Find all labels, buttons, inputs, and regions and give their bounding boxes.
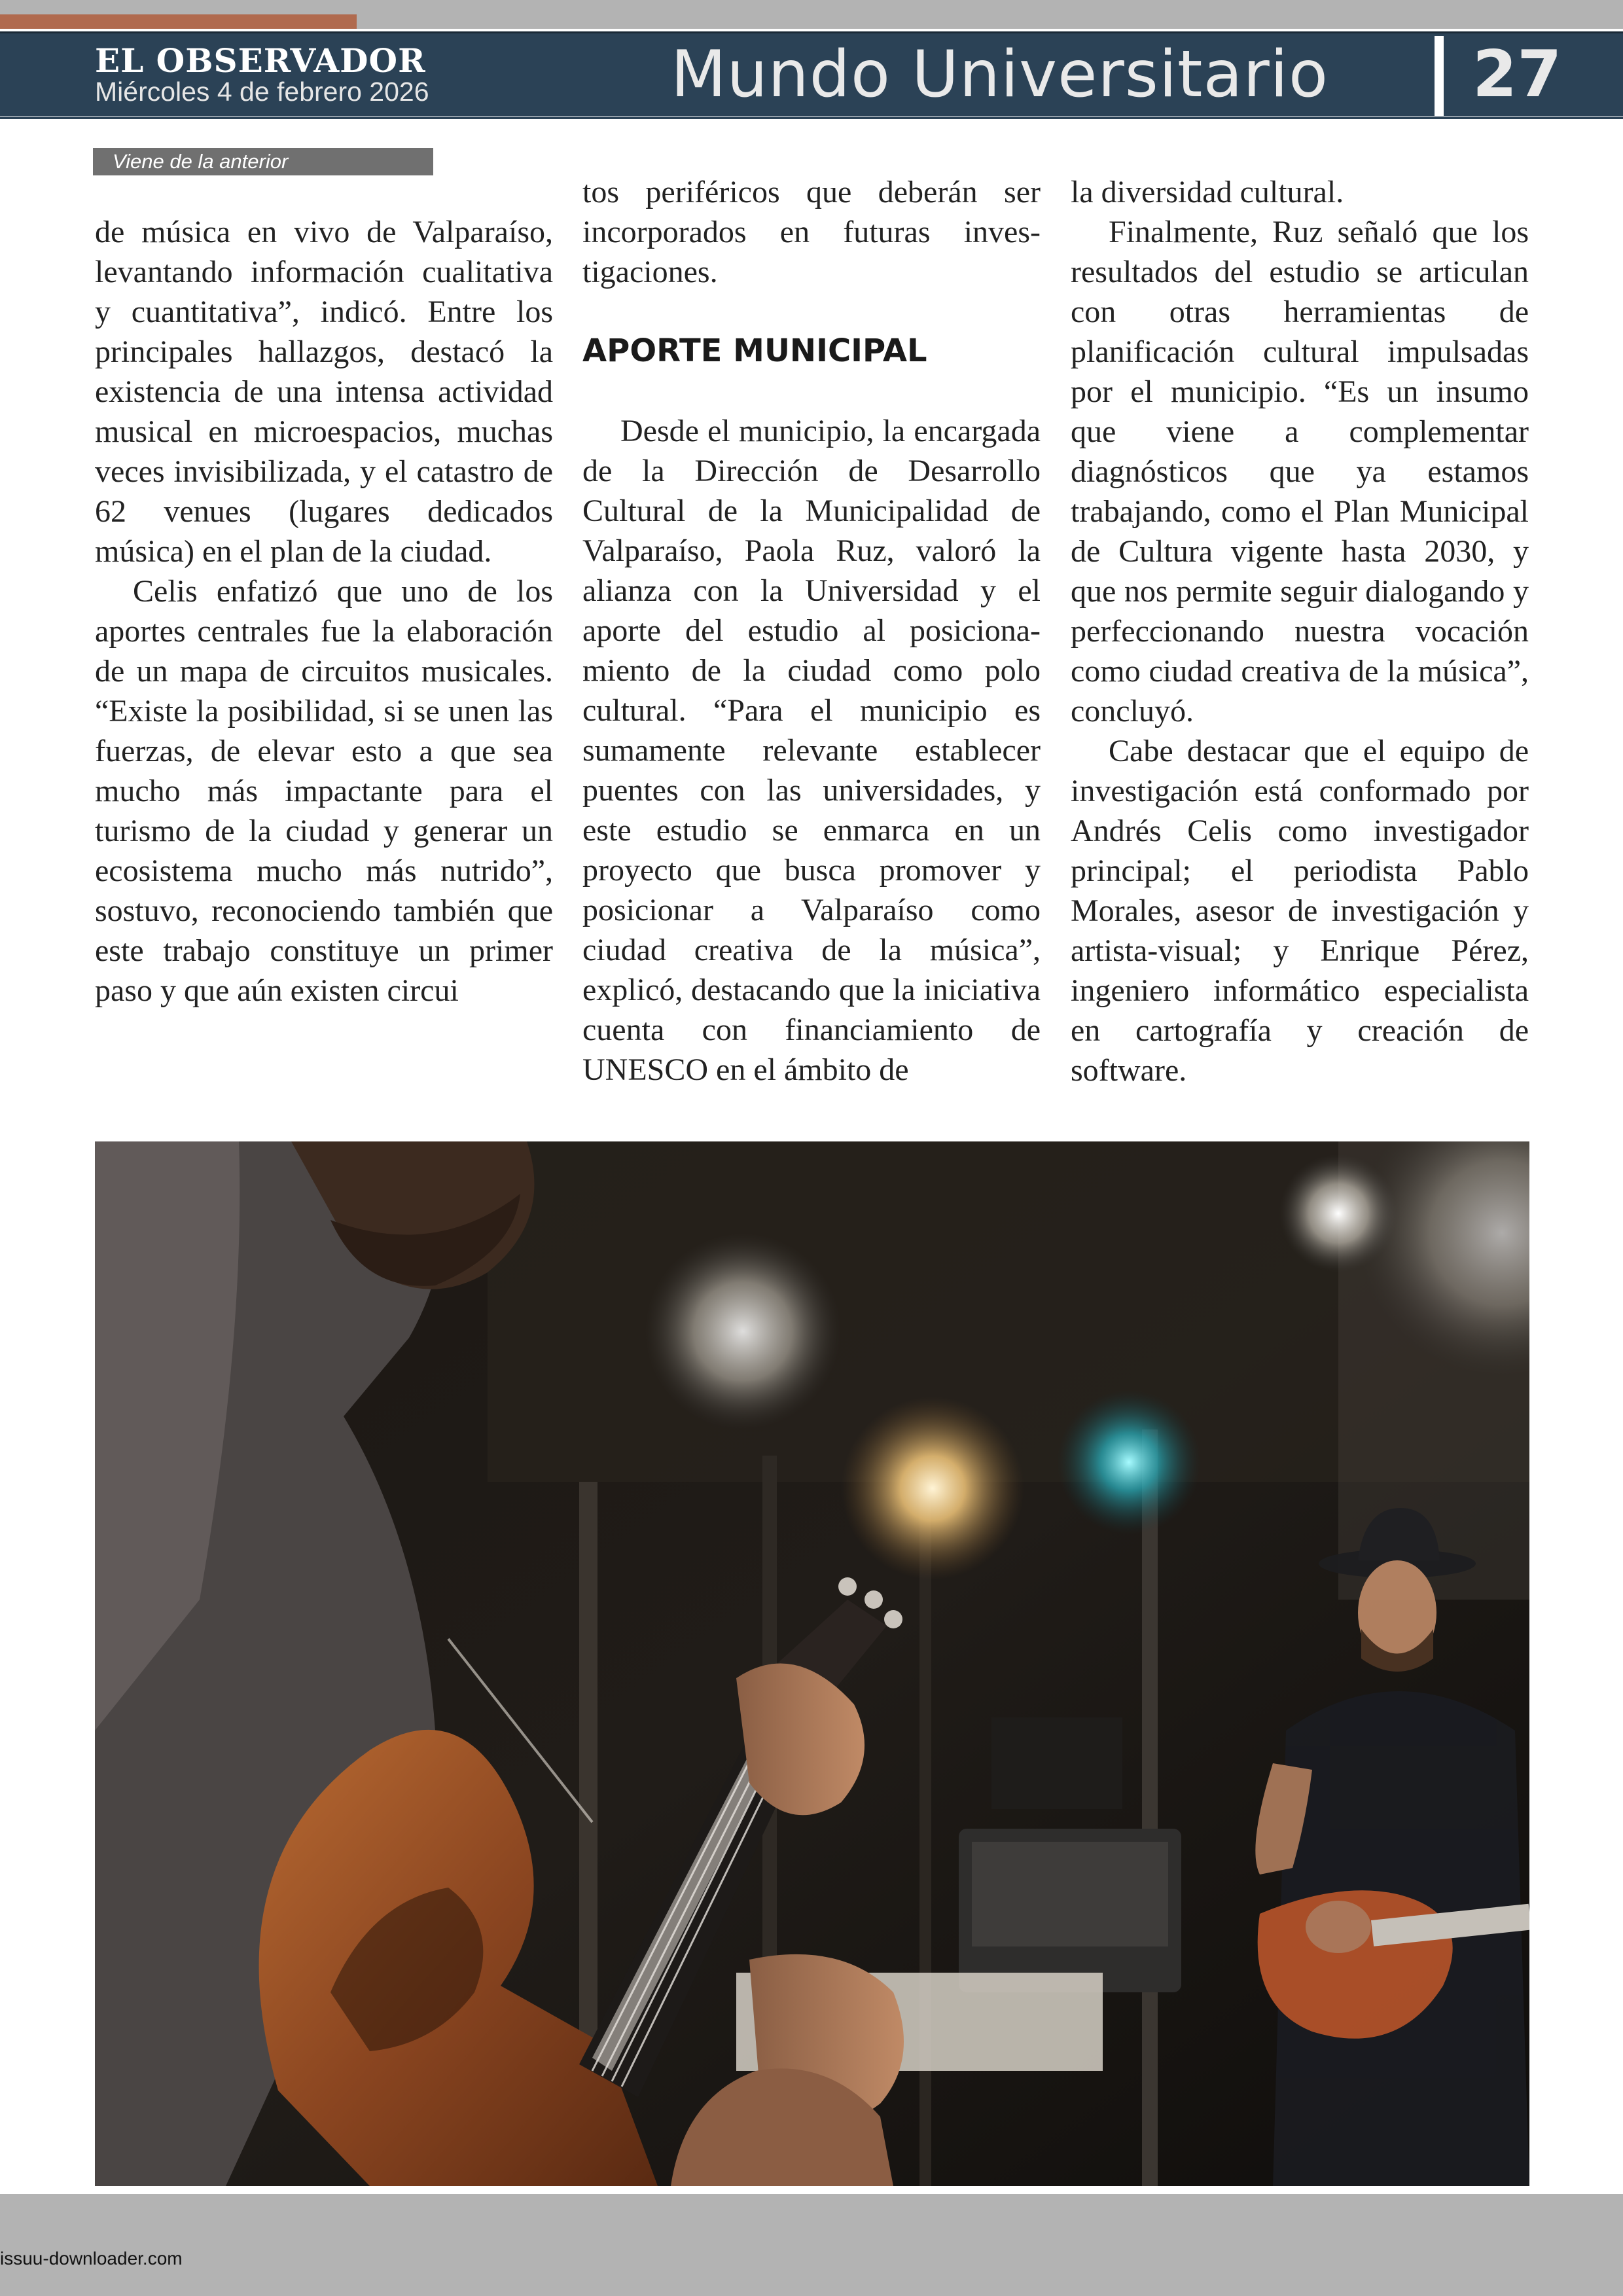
article-paragraph: Celis enfatizó que uno de los aportes centrales fue la elaboración de un mapa de circuitos musicales. “Existe la posibilidad, si se unen las fuerzas, de elevar esto a que sea mucho más impactante para el turismo de la ciudad y generar un ecosistema mucho más nutrido”, sostuvo, reconociendo también que este trabajo constituye un primer paso y que aún existen circui	[95, 574, 553, 1008]
article-column-1	[95, 212, 553, 1011]
continued-from-previous-tag: Viene de la anterior	[93, 148, 433, 175]
masthead	[0, 31, 1623, 116]
newspaper-page	[0, 29, 1623, 2194]
article-column-3	[1071, 172, 1529, 1090]
article-paragraph: la diversidad cultural.	[1071, 175, 1344, 209]
article-paragraph: Finalmente, Ruz señaló que los resultados del estudio se articulan con otras herramientas de planificación cultural impulsadas por el municipio. “Es un insumo que viene a complementar diagnósticos que ya estamos trabajando, como el Plan Municipal de Cultura vigente hasta 2030, y que nos permite seguir dialogando y perfeccionando nuestra vocación como ciudad creativa de la música”, concluyó.	[1071, 215, 1529, 728]
masthead-accent-bar	[0, 14, 357, 29]
newspaper-name: EL OBSERVADOR	[95, 41, 426, 80]
article-photo-guitarists	[95, 1141, 1529, 2186]
article-paragraph: de música en vivo de Valparaíso, levantando información cualitativa y cuantitativa”, indicó. Entre los principales hallazgos, destacó la existencia de una intensa actividad musical en microespacios, muchas veces invisibilizada, y el catastro de 62 venues (lugares dedicados música) en el plan de la ciudad.	[95, 215, 553, 569]
page-number: 27	[1472, 37, 1562, 112]
masthead-underline	[0, 117, 1623, 119]
section-title: Mundo Universitario	[671, 37, 1329, 112]
article-subheading: APORTE MUNICIPAL	[582, 332, 927, 369]
download-watermark: issuu-downloader.com	[0, 2248, 183, 2269]
article-paragraph: Cabe destacar que el equipo de investigación está conformado por Andrés Celis como investigador principal; el periodista Pablo Morales, asesor de investigación y artista-visual; y Enrique Pérez, ingeniero informático especialista en cartografía y creación de software.	[1071, 734, 1529, 1088]
masthead-divider	[1435, 36, 1444, 116]
article-paragraph: tos periféricos que deberán ser incorporados en futuras investigaciones.	[582, 175, 1041, 289]
article-column-2	[582, 172, 1041, 1090]
article-paragraph: Desde el municipio, la encargada de la Dirección de Desarrollo Cultural de la Municipalidad de Valparaíso, Paola Ruz, valoró la alianza con la Universidad y el aporte del estudio al posicionamiento de la ciudad como polo cultural. “Para el municipio es sumamente relevante establecer puentes con las universidades, y este estudio se enmarca en un proyecto que busca promover y posicionar a Valparaíso como ciudad creativa de la música”, explicó, destacando que la iniciativa cuenta con financiamiento de UNESCO en el ámbito de	[582, 414, 1041, 1087]
issue-date: Miércoles 4 de febrero 2026	[95, 77, 429, 107]
